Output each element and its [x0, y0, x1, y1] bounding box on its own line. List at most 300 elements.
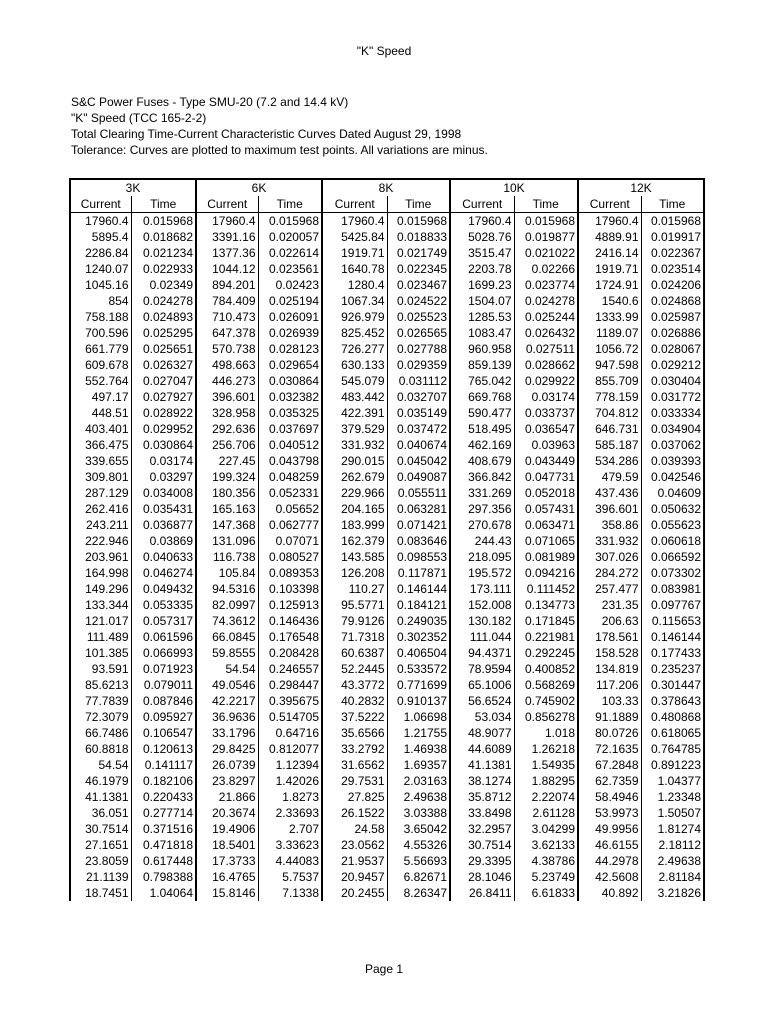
cell-time: 0.061596 — [131, 629, 196, 645]
cell-time: 3.21826 — [641, 885, 704, 901]
cell-time: 0.083646 — [387, 533, 450, 549]
cell-time: 1.81274 — [641, 821, 704, 837]
cell-time: 0.087846 — [131, 693, 196, 709]
cell-current: 403.401 — [70, 421, 131, 437]
column-header-time: Time — [514, 196, 578, 213]
cell-current: 162.379 — [322, 533, 387, 549]
cell-current: 646.731 — [578, 421, 641, 437]
cell-current: 37.5222 — [322, 709, 387, 725]
cell-current: 17960.4 — [70, 213, 131, 230]
cell-time: 5.23749 — [514, 869, 578, 885]
cell-time: 7.1338 — [258, 885, 322, 901]
cell-current: 726.277 — [322, 341, 387, 357]
table-row — [70, 293, 704, 309]
cell-time: 3.03388 — [387, 805, 450, 821]
cell-time: 0.07071 — [258, 533, 322, 549]
cell-current: 60.6387 — [322, 645, 387, 661]
cell-current: 552.764 — [70, 373, 131, 389]
cell-current: 331.932 — [578, 533, 641, 549]
cell-current: 17960.4 — [578, 213, 641, 230]
cell-current: 609.678 — [70, 357, 131, 373]
cell-current: 2203.78 — [450, 261, 514, 277]
cell-time: 0.182106 — [131, 773, 196, 789]
cell-current: 16.4765 — [196, 869, 258, 885]
cell-current: 116.738 — [196, 549, 258, 565]
cell-current: 590.477 — [450, 405, 514, 421]
cell-time: 0.015968 — [131, 213, 196, 230]
document-header — [71, 94, 488, 158]
cell-current: 41.1381 — [70, 789, 131, 805]
table-row — [70, 517, 704, 533]
cell-current: 647.378 — [196, 325, 258, 341]
cell-time: 6.82671 — [387, 869, 450, 885]
cell-time: 0.035149 — [387, 405, 450, 421]
cell-time: 0.208428 — [258, 645, 322, 661]
header-line-fuse-type: S&C Power Fuses - Type SMU-20 (7.2 and 14.4 kV) — [71, 95, 349, 109]
cell-time: 0.042546 — [641, 469, 704, 485]
cell-time: 4.55326 — [387, 837, 450, 853]
cell-current: 131.096 — [196, 533, 258, 549]
cell-current: 243.211 — [70, 517, 131, 533]
cell-time: 0.028922 — [131, 405, 196, 421]
cell-time: 0.043798 — [258, 453, 322, 469]
cell-current: 26.8411 — [450, 885, 514, 901]
cell-time: 0.081989 — [514, 549, 578, 565]
cell-current: 1699.23 — [450, 277, 514, 293]
cell-current: 33.2792 — [322, 741, 387, 757]
cell-time: 0.040674 — [387, 437, 450, 453]
cell-current: 36.051 — [70, 805, 131, 821]
cell-time: 0.018682 — [131, 229, 196, 245]
cell-current: 33.8498 — [450, 805, 514, 821]
table-row — [70, 229, 704, 245]
cell-current: 195.572 — [450, 565, 514, 581]
cell-time: 0.02349 — [131, 277, 196, 293]
cell-time: 0.030404 — [641, 373, 704, 389]
cell-time: 0.022367 — [641, 245, 704, 261]
cell-time: 0.046274 — [131, 565, 196, 581]
cell-time: 2.81184 — [641, 869, 704, 885]
cell-time: 0.028123 — [258, 341, 322, 357]
cell-current: 3391.16 — [196, 229, 258, 245]
cell-time: 0.111452 — [514, 581, 578, 597]
cell-time: 0.026327 — [131, 357, 196, 373]
cell-time: 0.049432 — [131, 581, 196, 597]
cell-current: 46.6155 — [578, 837, 641, 853]
cell-current: 534.286 — [578, 453, 641, 469]
cell-current: 1067.34 — [322, 293, 387, 309]
table-row — [70, 549, 704, 565]
cell-time: 0.057317 — [131, 613, 196, 629]
cell-current: 53.9973 — [578, 805, 641, 821]
table-row — [70, 773, 704, 789]
cell-time: 2.03163 — [387, 773, 450, 789]
cell-time: 0.027788 — [387, 341, 450, 357]
table-row — [70, 645, 704, 661]
cell-current: 894.201 — [196, 277, 258, 293]
cell-current: 408.679 — [450, 453, 514, 469]
table-row — [70, 309, 704, 325]
cell-time: 2.33693 — [258, 805, 322, 821]
cell-current: 18.5401 — [196, 837, 258, 853]
group-header-12k: 12K — [578, 179, 704, 196]
cell-time: 0.301447 — [641, 677, 704, 693]
table-row — [70, 565, 704, 581]
cell-current: 28.1046 — [450, 869, 514, 885]
cell-time: 3.62133 — [514, 837, 578, 853]
cell-current: 23.8059 — [70, 853, 131, 869]
cell-current: 95.5771 — [322, 597, 387, 613]
cell-time: 0.026565 — [387, 325, 450, 341]
cell-current: 244.43 — [450, 533, 514, 549]
cell-current: 56.6524 — [450, 693, 514, 709]
cell-current: 103.33 — [578, 693, 641, 709]
table-row — [70, 277, 704, 293]
cell-current: 149.296 — [70, 581, 131, 597]
cell-current: 40.892 — [578, 885, 641, 901]
table-row — [70, 757, 704, 773]
cell-current: 222.946 — [70, 533, 131, 549]
cell-current: 180.356 — [196, 485, 258, 501]
cell-time: 0.024206 — [641, 277, 704, 293]
cell-time: 0.079011 — [131, 677, 196, 693]
cell-current: 158.528 — [578, 645, 641, 661]
cell-current: 270.678 — [450, 517, 514, 533]
cell-time: 0.055511 — [387, 485, 450, 501]
cell-current: 2286.84 — [70, 245, 131, 261]
cell-time: 0.030864 — [258, 373, 322, 389]
cell-current: 1504.07 — [450, 293, 514, 309]
cell-time: 0.249035 — [387, 613, 450, 629]
cell-time: 0.184121 — [387, 597, 450, 613]
cell-time: 0.035431 — [131, 501, 196, 517]
cell-current: 1540.6 — [578, 293, 641, 309]
cell-time: 0.071421 — [387, 517, 450, 533]
cell-current: 49.9956 — [578, 821, 641, 837]
cell-current: 21.9537 — [322, 853, 387, 869]
cell-current: 54.54 — [196, 661, 258, 677]
cell-time: 0.03297 — [131, 469, 196, 485]
cell-time: 0.026432 — [514, 325, 578, 341]
cell-time: 4.44083 — [258, 853, 322, 869]
cell-time: 0.171845 — [514, 613, 578, 629]
cell-time: 0.298447 — [258, 677, 322, 693]
table-row — [70, 501, 704, 517]
cell-current: 1640.78 — [322, 261, 387, 277]
cell-time: 0.052018 — [514, 485, 578, 501]
cell-time: 0.025194 — [258, 293, 322, 309]
cell-current: 35.6566 — [322, 725, 387, 741]
cell-current: 5895.4 — [70, 229, 131, 245]
table-row — [70, 485, 704, 501]
cell-current: 1189.07 — [578, 325, 641, 341]
cell-time: 2.61128 — [514, 805, 578, 821]
table-row — [70, 469, 704, 485]
table-row — [70, 709, 704, 725]
cell-time: 0.021749 — [387, 245, 450, 261]
table-row — [70, 869, 704, 885]
cell-current: 518.495 — [450, 421, 514, 437]
cell-time: 3.33623 — [258, 837, 322, 853]
cell-current: 1724.91 — [578, 277, 641, 293]
group-header-6k: 6K — [196, 179, 322, 196]
cell-current: 18.7451 — [70, 885, 131, 901]
cell-time: 0.023774 — [514, 277, 578, 293]
cell-time: 0.106547 — [131, 725, 196, 741]
table-row — [70, 581, 704, 597]
cell-current: 297.356 — [450, 501, 514, 517]
cell-time: 0.292245 — [514, 645, 578, 661]
cell-time: 1.46938 — [387, 741, 450, 757]
table-row — [70, 613, 704, 629]
cell-time: 0.021022 — [514, 245, 578, 261]
cell-current: 290.015 — [322, 453, 387, 469]
table-row — [70, 453, 704, 469]
cell-time: 0.015968 — [258, 213, 322, 230]
cell-time: 0.022345 — [387, 261, 450, 277]
cell-current: 218.095 — [450, 549, 514, 565]
cell-time: 0.037062 — [641, 437, 704, 453]
cell-current: 30.7514 — [450, 837, 514, 853]
cell-time: 4.38786 — [514, 853, 578, 869]
cell-time: 0.033737 — [514, 405, 578, 421]
cell-current: 3515.47 — [450, 245, 514, 261]
column-header-time: Time — [131, 196, 196, 213]
cell-time: 0.176548 — [258, 629, 322, 645]
table-row — [70, 341, 704, 357]
cell-time: 0.018833 — [387, 229, 450, 245]
cell-time: 0.378643 — [641, 693, 704, 709]
cell-current: 700.596 — [70, 325, 131, 341]
cell-current: 231.35 — [578, 597, 641, 613]
cell-current: 328.958 — [196, 405, 258, 421]
cell-time: 0.221981 — [514, 629, 578, 645]
cell-current: 765.042 — [450, 373, 514, 389]
cell-current: 173.111 — [450, 581, 514, 597]
cell-current: 35.8712 — [450, 789, 514, 805]
cell-time: 0.026939 — [258, 325, 322, 341]
cell-current: 854 — [70, 293, 131, 309]
cell-current: 29.7531 — [322, 773, 387, 789]
cell-time: 0.050632 — [641, 501, 704, 517]
cell-current: 40.2832 — [322, 693, 387, 709]
cell-current: 498.663 — [196, 357, 258, 373]
cell-current: 105.84 — [196, 565, 258, 581]
cell-time: 0.060618 — [641, 533, 704, 549]
cell-current: 339.655 — [70, 453, 131, 469]
cell-current: 203.961 — [70, 549, 131, 565]
cell-current: 1044.12 — [196, 261, 258, 277]
cell-time: 1.23348 — [641, 789, 704, 805]
cell-current: 366.475 — [70, 437, 131, 453]
cell-time: 0.05652 — [258, 501, 322, 517]
cell-current: 21.866 — [196, 789, 258, 805]
group-header-8k: 8K — [322, 179, 450, 196]
cell-time: 0.568269 — [514, 677, 578, 693]
cell-time: 0.037472 — [387, 421, 450, 437]
cell-time: 0.043449 — [514, 453, 578, 469]
cell-time: 0.047731 — [514, 469, 578, 485]
cell-time: 2.49638 — [641, 853, 704, 869]
cell-current: 54.54 — [70, 757, 131, 773]
page-title: "K" Speed — [356, 44, 412, 58]
cell-current: 960.958 — [450, 341, 514, 357]
cell-current: 284.272 — [578, 565, 641, 581]
cell-time: 3.65042 — [387, 821, 450, 837]
cell-time: 0.764785 — [641, 741, 704, 757]
column-header-current: Current — [196, 196, 258, 213]
cell-time: 0.039393 — [641, 453, 704, 469]
cell-current: 79.9126 — [322, 613, 387, 629]
cell-time: 0.034008 — [131, 485, 196, 501]
cell-time: 1.42026 — [258, 773, 322, 789]
cell-time: 0.617448 — [131, 853, 196, 869]
cell-time: 0.177433 — [641, 645, 704, 661]
cell-time: 0.015968 — [387, 213, 450, 230]
cell-current: 926.979 — [322, 309, 387, 325]
cell-time: 0.080527 — [258, 549, 322, 565]
cell-current: 448.51 — [70, 405, 131, 421]
cell-time: 0.098553 — [387, 549, 450, 565]
cell-current: 5425.84 — [322, 229, 387, 245]
cell-current: 704.812 — [578, 405, 641, 421]
cell-time: 0.533572 — [387, 661, 450, 677]
cell-current: 30.7514 — [70, 821, 131, 837]
cell-current: 29.8425 — [196, 741, 258, 757]
cell-time: 0.246557 — [258, 661, 322, 677]
column-header-time: Time — [387, 196, 450, 213]
cell-current: 758.188 — [70, 309, 131, 325]
cell-current: 784.409 — [196, 293, 258, 309]
cell-current: 422.391 — [322, 405, 387, 421]
cell-current: 23.0562 — [322, 837, 387, 853]
cell-current: 229.966 — [322, 485, 387, 501]
cell-current: 331.269 — [450, 485, 514, 501]
cell-time: 1.26218 — [514, 741, 578, 757]
cell-current: 66.7486 — [70, 725, 131, 741]
table-row — [70, 245, 704, 261]
cell-current: 204.165 — [322, 501, 387, 517]
cell-time: 0.040512 — [258, 437, 322, 453]
cell-current: 24.58 — [322, 821, 387, 837]
cell-time: 0.025987 — [641, 309, 704, 325]
cell-current: 545.079 — [322, 373, 387, 389]
table-row — [70, 597, 704, 613]
cell-time: 0.117871 — [387, 565, 450, 581]
table-row — [70, 357, 704, 373]
cell-current: 72.3079 — [70, 709, 131, 725]
cell-current: 947.598 — [578, 357, 641, 373]
cell-time: 0.022614 — [258, 245, 322, 261]
cell-time: 0.03174 — [514, 389, 578, 405]
cell-time: 0.027927 — [131, 389, 196, 405]
cell-time: 0.103398 — [258, 581, 322, 597]
cell-time: 1.50507 — [641, 805, 704, 821]
cell-current: 48.9077 — [450, 725, 514, 741]
cell-current: 483.442 — [322, 389, 387, 405]
column-header-time: Time — [258, 196, 322, 213]
cell-current: 5028.76 — [450, 229, 514, 245]
cell-current: 78.9594 — [450, 661, 514, 677]
cell-current: 91.1889 — [578, 709, 641, 725]
cell-current: 497.17 — [70, 389, 131, 405]
cell-time: 1.04064 — [131, 885, 196, 901]
cell-time: 0.094216 — [514, 565, 578, 581]
cell-time: 0.03174 — [131, 453, 196, 469]
cell-time: 1.12394 — [258, 757, 322, 773]
table-row — [70, 837, 704, 853]
cell-current: 143.585 — [322, 549, 387, 565]
cell-time: 0.798388 — [131, 869, 196, 885]
cell-time: 0.745902 — [514, 693, 578, 709]
cell-current: 130.182 — [450, 613, 514, 629]
cell-current: 111.489 — [70, 629, 131, 645]
cell-current: 307.026 — [578, 549, 641, 565]
cell-current: 855.709 — [578, 373, 641, 389]
cell-current: 206.63 — [578, 613, 641, 629]
cell-current: 31.6562 — [322, 757, 387, 773]
cell-time: 0.021234 — [131, 245, 196, 261]
cell-current: 101.385 — [70, 645, 131, 661]
cell-current: 44.2978 — [578, 853, 641, 869]
cell-time: 0.141117 — [131, 757, 196, 773]
cell-time: 0.053335 — [131, 597, 196, 613]
cell-time: 0.022933 — [131, 261, 196, 277]
cell-current: 121.017 — [70, 613, 131, 629]
column-header-current: Current — [322, 196, 387, 213]
cell-current: 1083.47 — [450, 325, 514, 341]
cell-current: 43.3772 — [322, 677, 387, 693]
cell-current: 94.4371 — [450, 645, 514, 661]
cell-current: 227.45 — [196, 453, 258, 469]
cell-current: 256.706 — [196, 437, 258, 453]
cell-time: 0.023514 — [641, 261, 704, 277]
cell-current: 36.9636 — [196, 709, 258, 725]
cell-current: 17960.4 — [450, 213, 514, 230]
cell-current: 20.9457 — [322, 869, 387, 885]
table-row — [70, 853, 704, 869]
cell-time: 0.083981 — [641, 581, 704, 597]
cell-time: 0.095927 — [131, 709, 196, 725]
column-header-current: Current — [450, 196, 514, 213]
cell-time: 0.032707 — [387, 389, 450, 405]
column-header-time: Time — [641, 196, 704, 213]
cell-time: 1.69357 — [387, 757, 450, 773]
cell-time: 0.035325 — [258, 405, 322, 421]
cell-time: 0.618065 — [641, 725, 704, 741]
cell-current: 331.932 — [322, 437, 387, 453]
cell-time: 0.134773 — [514, 597, 578, 613]
cell-current: 825.452 — [322, 325, 387, 341]
cell-current: 585.187 — [578, 437, 641, 453]
cell-time: 0.02423 — [258, 277, 322, 293]
cell-time: 0.031112 — [387, 373, 450, 389]
cell-time: 6.61833 — [514, 885, 578, 901]
cell-current: 1280.4 — [322, 277, 387, 293]
cell-current: 27.1651 — [70, 837, 131, 853]
table-row — [70, 389, 704, 405]
table-row — [70, 821, 704, 837]
cell-time: 0.063281 — [387, 501, 450, 517]
cell-time: 0.037697 — [258, 421, 322, 437]
cell-current: 479.59 — [578, 469, 641, 485]
table-row — [70, 405, 704, 421]
cell-time: 0.063471 — [514, 517, 578, 533]
cell-time: 0.302352 — [387, 629, 450, 645]
table-row — [70, 741, 704, 757]
cell-current: 1919.71 — [322, 245, 387, 261]
cell-time: 0.024278 — [131, 293, 196, 309]
